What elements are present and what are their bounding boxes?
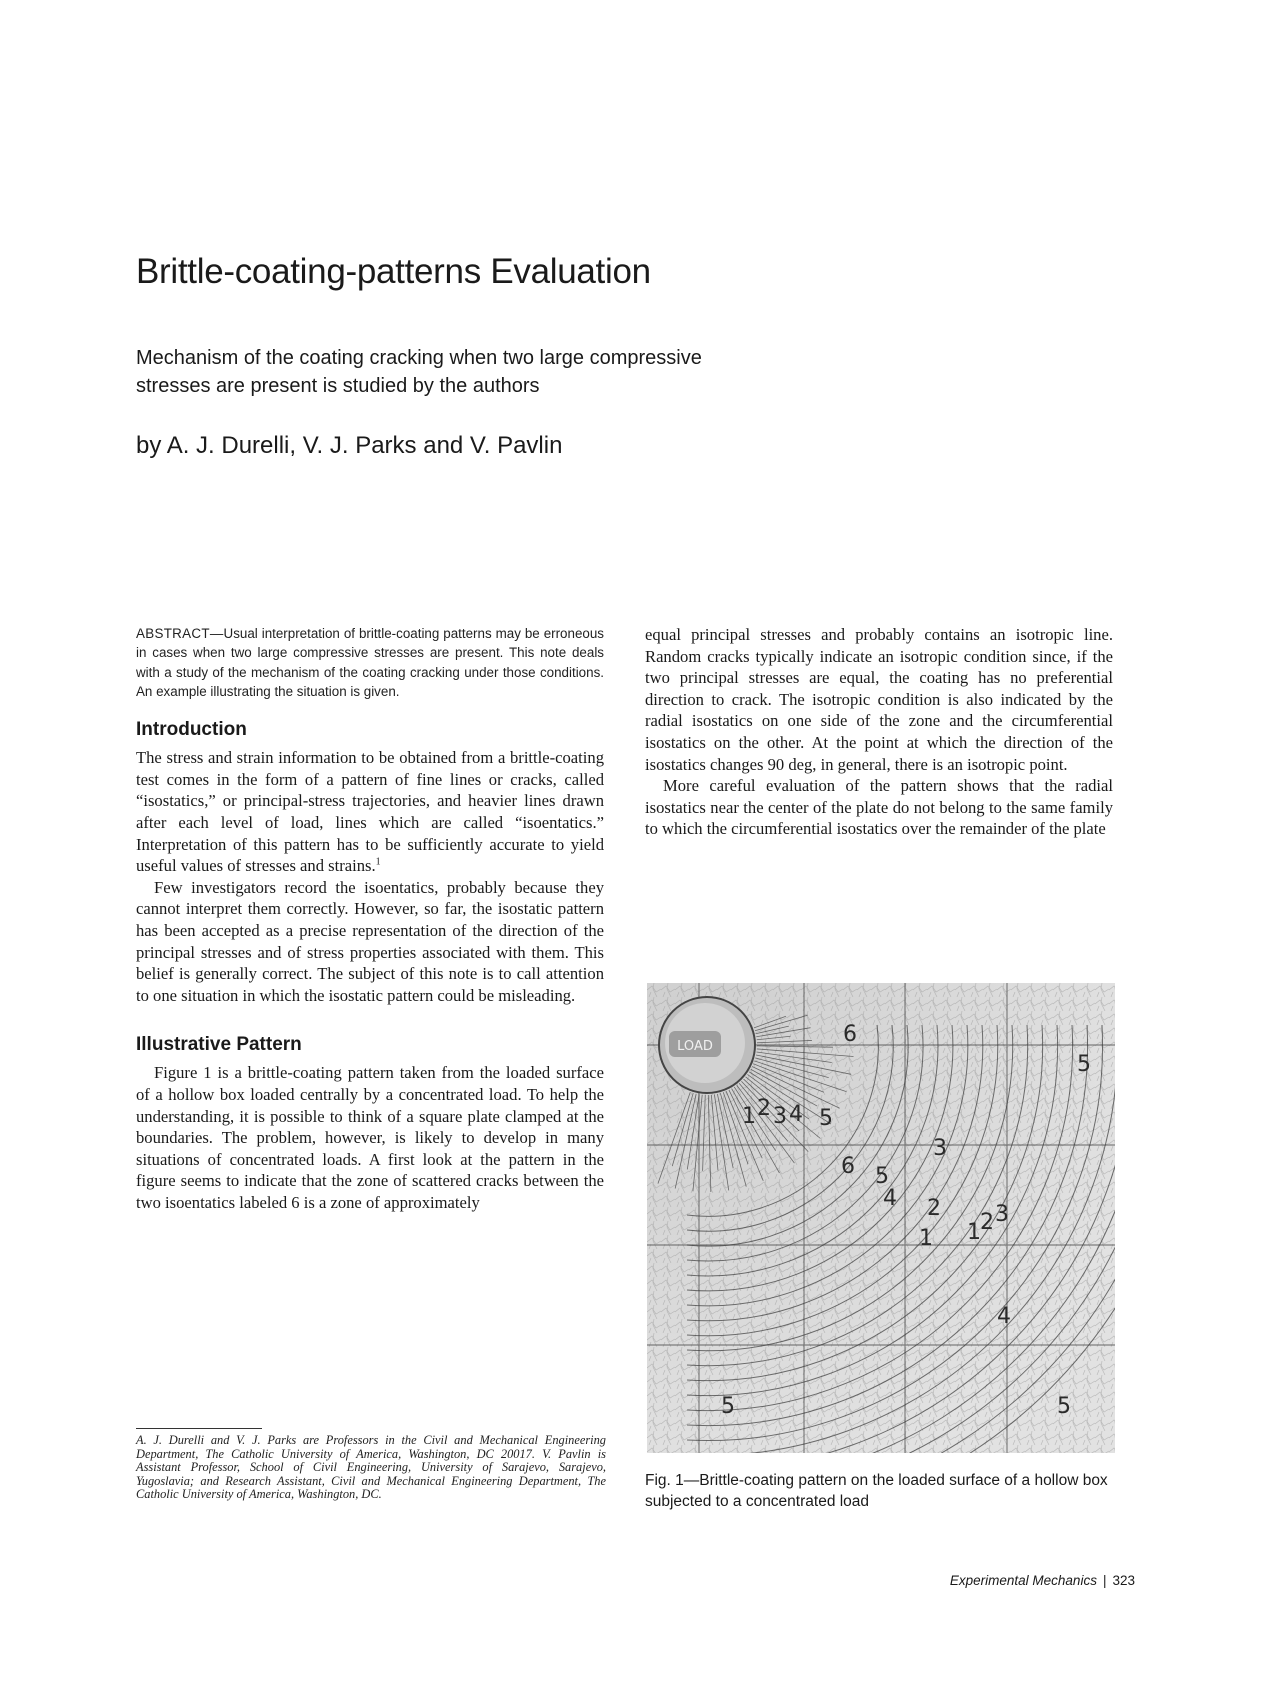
contour-label-6-b: 6: [841, 1154, 855, 1179]
introduction-heading: Introduction: [136, 719, 247, 741]
contour-label-5-b: 5: [875, 1164, 889, 1189]
contour-label-4-b: 4: [883, 1186, 897, 1211]
contour-label-4-c: 4: [997, 1304, 1011, 1329]
article-byline: by A. J. Durelli, V. J. Parks and V. Pavlin: [136, 432, 563, 459]
abstract: [136, 624, 604, 701]
left-column: [136, 624, 604, 1213]
introduction-paragraph-1: The stress and strain information to be obtained from a brittle-coating test comes in the form of a pattern of fine lines or cracks, called “isostatics,” or principal-stress trajectories, and heavier lines drawn after each level of load, lines which are called “isoentatics.” Interpretation of this pattern has to be sufficiently accurate to yield useful values of stresses and strains.$^1$: [136, 748, 604, 876]
article-title: Brittle-coating-patterns Evaluation: [136, 252, 651, 291]
contour-label-4-a: 4: [789, 1102, 803, 1127]
right-column: [645, 624, 1113, 840]
load-label: LOAD: [677, 1039, 713, 1054]
abstract-label: ABSTRACT—: [136, 626, 224, 641]
contour-label-5-bottom-left: 5: [721, 1394, 735, 1419]
right-column-paragraph-1: equal principal stresses and probably contains an isotropic line. Random cracks typically indicate an isotropic condition since, if the two principal stresses are equal, the coating has no preferential direction to crack. The isotropic condition is also indicated by the radial isostatics on one side of the zone and the circumferential isostatics on the other. At the point at which the direction of the isostatics changes 90 deg, in general, there is an isotropic point.: [645, 625, 1113, 774]
contour-label-2-b: 2: [927, 1196, 941, 1221]
abstract-text: Usual interpretation of brittle-coating patterns may be erroneous in cases when two large compressive stresses are present. This note deals with a study of the mechanism of the coating cracking under those conditions. An example illustrating the situation is given.: [136, 626, 604, 699]
footnote-rule: [136, 1428, 262, 1429]
contour-label-5-top-right: 5: [1077, 1052, 1091, 1077]
contour-label-3-c: 3: [995, 1202, 1009, 1227]
journal-name: Experimental Mechanics: [949, 1573, 1097, 1588]
contour-label-1-b: 1: [919, 1226, 933, 1251]
contour-label-6-top: 6: [843, 1022, 857, 1047]
introduction-paragraph-2: Few investigators record the isoentatics, probably because they cannot interpret them correctly. However, so far, the isostatic pattern has been accepted as a precise representation of the direction of the principal stresses and of stress properties associated with them. This belief is generally correct. The subject of this note is to call attention to one situation in which the isostatic pattern could be misleading.: [136, 877, 604, 1005]
contour-label-1-c: 1: [967, 1220, 981, 1245]
article-subtitle: Mechanism of the coating cracking when two large compressive stresses are present is studied by the authors: [136, 347, 702, 397]
illustrative-pattern-paragraph: Figure 1 is a brittle-coating pattern taken from the loaded surface of a hollow box loaded centrally by a concentrated load. To help the understanding, it is possible to think of a square plate clamped at the boundaries. The problem, however, is likely to develop in many situations of concentrated loads. A first look at the pattern in the figure seems to indicate that the zone of scattered cracks between the two isoentatics labeled 6 is a zone of approximately: [136, 1063, 604, 1212]
right-column-paragraph-2: More careful evaluation of the pattern shows that the radial isostatics near the center of the plate do not belong to the same family to which the circumferential isostatics over the remainder of the plate: [645, 776, 1113, 839]
illustrative-pattern-heading: Illustrative Pattern: [136, 1034, 302, 1056]
author-footnote: A. J. Durelli and V. J. Parks are Professors in the Civil and Mechanical Engineering Department, The Catholic University of America, Washington, DC 20017. V. Pavlin is Assistant Professor, School of Civil Engineering, University of Sarajevo, Sarajevo, Yugoslavia; and Research Assistant, Civil and Mechanical Engineering Department, The Catholic University of America, Washington, DC.: [136, 1433, 606, 1502]
contour-label-3-a: 3: [773, 1104, 787, 1129]
contour-label-3-b: 3: [933, 1136, 947, 1161]
page-number: 323: [1112, 1573, 1135, 1588]
contour-label-2-c: 2: [980, 1210, 994, 1235]
contour-label-2-a: 2: [757, 1096, 771, 1121]
contour-label-5-a: 5: [819, 1106, 833, 1131]
contour-label-5-bottom-right: 5: [1057, 1394, 1071, 1419]
figure-brittle-coating-photo: [647, 983, 1115, 1453]
figure-caption: Fig. 1—Brittle-coating pattern on the loaded surface of a hollow box subjected to a concentrated load: [645, 1472, 1108, 1510]
contour-label-1-a: 1: [742, 1104, 756, 1129]
footer-separator: |: [1102, 1573, 1107, 1588]
reference-marker: 1: [375, 856, 381, 868]
crack-pattern-image: [647, 983, 1115, 1453]
running-footer: [950, 1573, 1135, 1588]
